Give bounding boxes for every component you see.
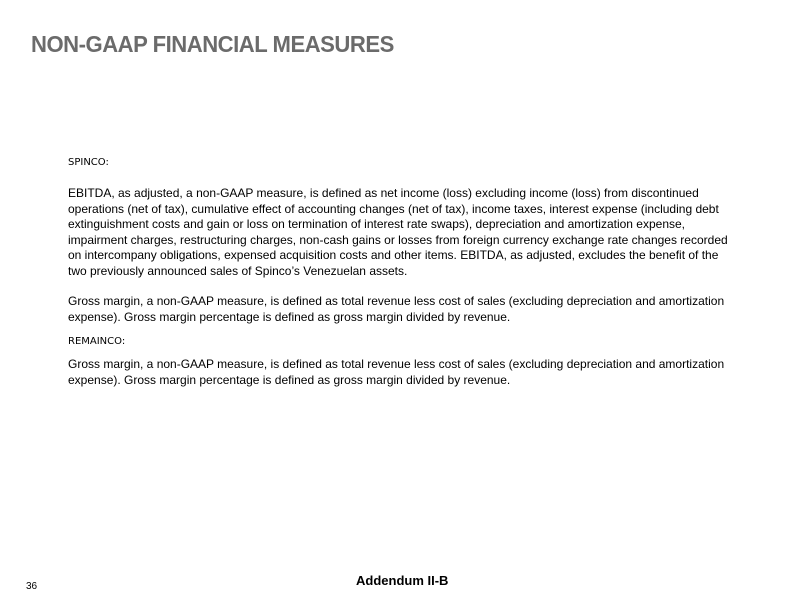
section-heading-remainco: REMAINCO: xyxy=(68,336,126,347)
footer-label: Addendum II-B xyxy=(356,573,449,588)
spinco-gross-margin-paragraph: Gross margin, a non-GAAP measure, is defined as total revenue less cost of sales (excluding depreciation and amortization expense). Gross margin percentage is defined as gross margin divided by revenue. xyxy=(68,294,725,324)
section-heading-spinco: SPINCO: xyxy=(68,157,109,168)
page-title: NON-GAAP FINANCIAL MEASURES xyxy=(31,31,394,57)
page-number: 36 xyxy=(26,581,38,592)
spinco-ebitda-paragraph: EBITDA, as adjusted, a non-GAAP measure, is defined as net income (loss) excluding income (loss) from discontinued operations (net of tax), cumulative effect of accounting changes (net of tax), income taxes, interest expense (including debt extinguishment costs and gain or loss on termination of interest rate swaps), depreciation and amortization expense, impairment charges, restructuring charges, non-cash gains or losses from foreign currency exchange rate changes recorded on intercompany obligations, expensed acquisition costs and other items. EBITDA, as adjusted, excludes the benefit of the two previously announced sales of Spinco’s Venezuelan assets. xyxy=(68,186,728,278)
content-body xyxy=(68,156,740,388)
remainco-gross-margin-paragraph: Gross margin, a non-GAAP measure, is defined as total revenue less cost of sales (excluding depreciation and amortization expense). Gross margin percentage is defined as gross margin divided by revenue. xyxy=(68,357,725,387)
